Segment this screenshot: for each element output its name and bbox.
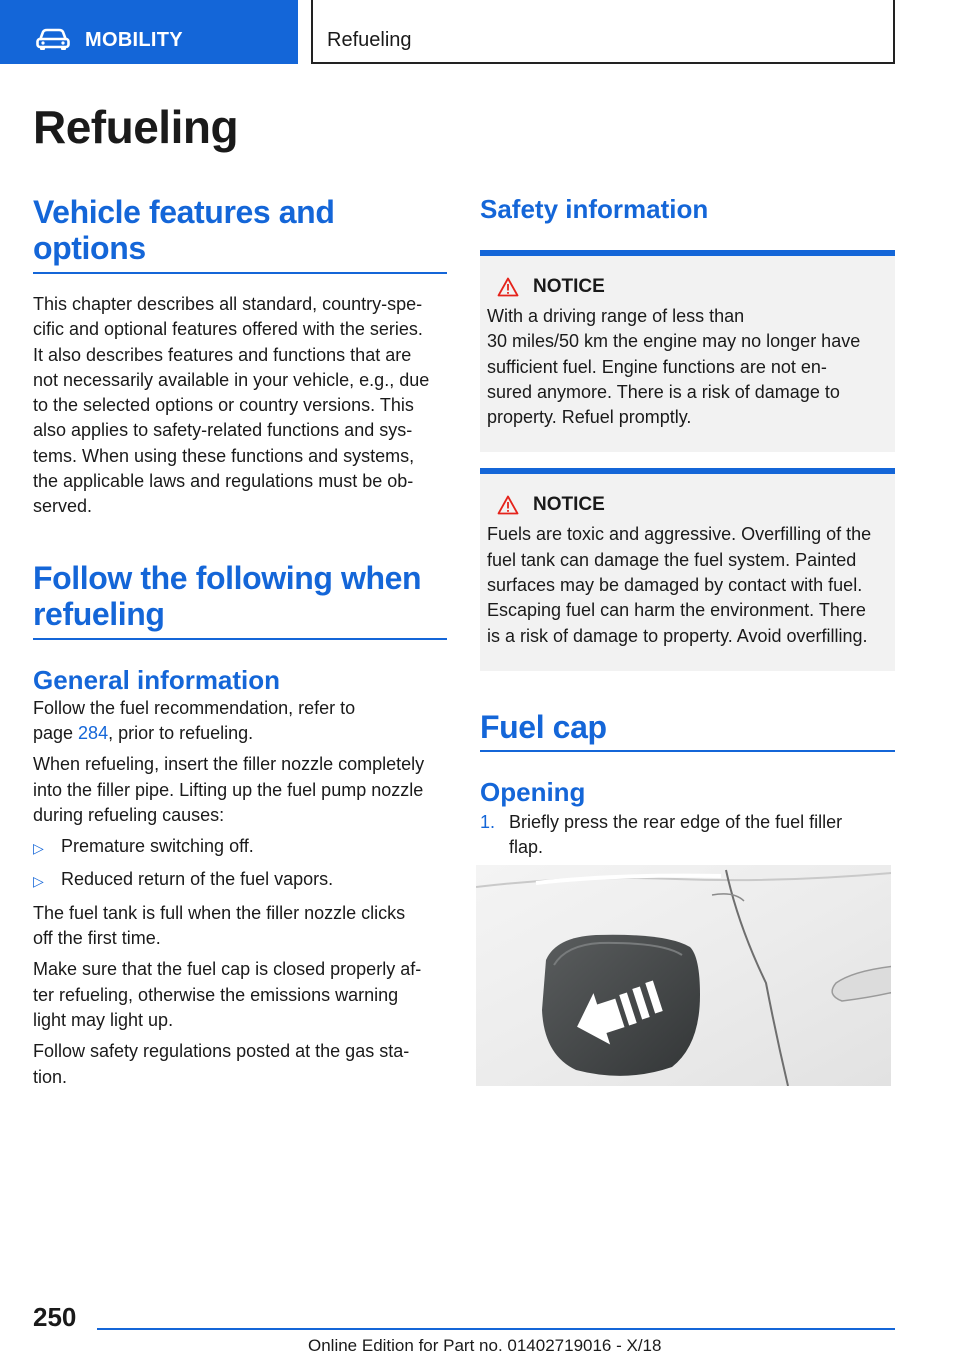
page-reference-link[interactable]: 284 <box>78 722 109 743</box>
triangle-bullet-icon: ▷ <box>33 873 44 890</box>
fuel-filler-flap-image <box>476 865 891 1086</box>
heading-follow-when-refueling: Follow the following when refueling <box>33 559 422 632</box>
right-column <box>480 194 895 861</box>
section-label: MOBILITY <box>85 29 183 51</box>
chapter-label: Refueling <box>327 29 412 51</box>
car-icon <box>36 27 70 51</box>
fuel-filler-flap-illustration <box>476 865 891 1086</box>
chapter-tab[interactable] <box>311 0 895 64</box>
heading-vehicle-features: Vehicle features and options <box>33 194 335 266</box>
heading-general-information: General information <box>33 664 281 695</box>
notice-box <box>480 468 895 670</box>
section-divider <box>33 272 447 274</box>
notice-box <box>480 250 895 452</box>
paragraph-fuel-recommendation: Follow the fuel recommendation, refer to page 284, prior to refueling. <box>33 697 356 743</box>
edition-info: Online Edition for Part no. 01402719016 - X/18 <box>308 1336 662 1355</box>
left-column <box>33 194 447 1090</box>
footer-divider <box>97 1328 895 1330</box>
heading-fuel-cap: Fuel cap <box>480 708 607 745</box>
notice-text: With a driving range of less than 30 miles/50 km the engine may no longer have sufficient fuel. Engine functions are not en- sured anymore. There is a risk of damage to property. Refuel promptly. <box>487 306 861 428</box>
paragraph-tank-full: The fuel tank is full when the filler nozzle clicks off the first time. <box>33 902 406 949</box>
list-item: ▷ Premature switching off. <box>33 834 447 861</box>
step-number: 1. <box>480 811 496 832</box>
triangle-bullet-icon: ▷ <box>33 840 44 857</box>
paragraph-fuel-cap-closed: Make sure that the fuel cap is closed properly af- ter refueling, otherwise the emissions warning light may light up. <box>33 959 422 1030</box>
bullet-list <box>33 834 447 895</box>
section-tab[interactable] <box>0 0 298 64</box>
paragraph-safety-regulations: Follow safety regulations posted at the gas sta- tion. <box>33 1041 410 1087</box>
warning-triangle-icon <box>497 495 519 515</box>
warning-triangle-icon <box>497 277 519 297</box>
list-item: ▷ Reduced return of the fuel vapors. <box>33 867 447 894</box>
list-item: 1. Briefly press the rear edge of the fuel filler flap. <box>480 810 895 861</box>
page-title: Refueling <box>33 101 239 153</box>
heading-safety-information: Safety information <box>480 194 709 224</box>
notice-text: Fuels are toxic and aggressive. Overfilling of the fuel tank can damage the fuel system. Painted surfaces may be damaged by contact with fuel. Escaping fuel can harm the environment. There is a risk of damage to property. Avoid overfilling. <box>487 524 872 646</box>
paragraph-vehicle-features: This chapter describes all standard, country-spe- cific and optional features offered with the series. It also describes features and functions that are not necessarily available in your vehicle, e.g., due to the selected options or country versions. This also applies to safety-related functions and sys- tems. When using these functions and systems, the applicable laws and regulations must be ob- served. <box>33 294 430 517</box>
notice-label: NOTICE <box>533 494 605 516</box>
notice-label: NOTICE <box>533 276 605 297</box>
page-number: 250 <box>33 1302 77 1332</box>
paragraph-filler-nozzle: When refueling, insert the filler nozzle completely into the filler pipe. Lifting up the fuel pump nozzle during refueling causes: <box>33 754 425 825</box>
heading-opening: Opening <box>480 776 586 807</box>
section-divider <box>480 750 895 752</box>
section-divider <box>33 638 447 640</box>
